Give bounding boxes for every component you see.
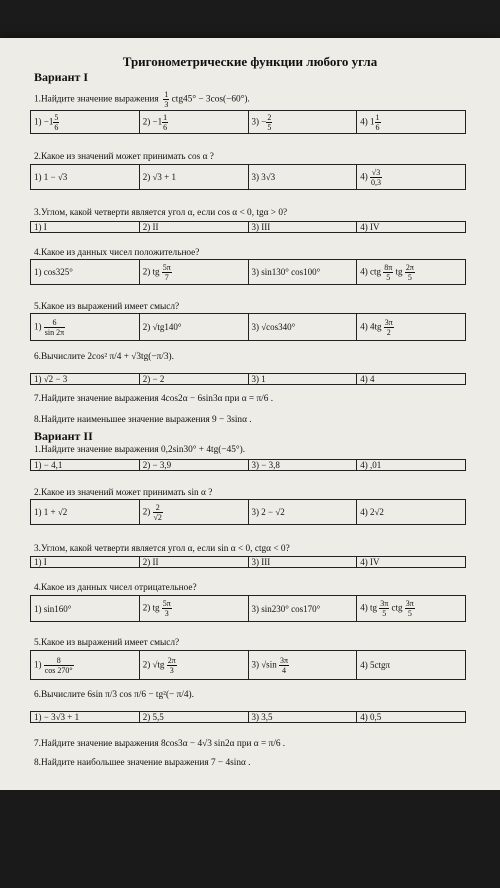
v1-q1-opt4[interactable]: 4) 1 $\frac{1}{6}$ bbox=[357, 111, 466, 134]
v1-q4-text: 4.Какое из данных чисел положительное? bbox=[34, 248, 200, 258]
v1-q6-text: 6.Вычислите 2cos² π/4 + √3tg(−π/3). bbox=[34, 352, 174, 362]
v2-q2-opt2[interactable]: 2) $\frac{2}{√2}$ bbox=[139, 500, 248, 525]
v1-q3-opt4[interactable]: 4) IV bbox=[357, 222, 466, 233]
v1-q2-opt2[interactable]: 2) √3 + 1 bbox=[139, 165, 248, 190]
v2-q5-opt1[interactable]: 1) $\frac{8}{\cos 270^\circ}$ bbox=[31, 651, 140, 680]
v1-q2-options bbox=[30, 164, 466, 190]
v2-q6-opt3[interactable]: 3) 3,5 bbox=[248, 712, 357, 723]
v1-q1-options bbox=[30, 110, 466, 134]
v1-q2-opt4[interactable]: 4) $\frac{√3}{0,3}$ bbox=[357, 165, 466, 190]
v2-q5-text: 5.Какое из выражений имеет смысл? bbox=[34, 638, 180, 648]
v2-q2-options bbox=[30, 499, 466, 525]
v1-q4-opt4[interactable]: 4) ctg $\frac{8\pi}{5}$ tg $\frac{2\pi}{5}$ bbox=[357, 260, 466, 285]
v1-q6-opt2[interactable]: 2) − 2 bbox=[139, 374, 248, 385]
v1-q2-opt1[interactable]: 1) 1 − √3 bbox=[31, 165, 140, 190]
v2-q2-opt3[interactable]: 3) 2 − √2 bbox=[248, 500, 357, 525]
v1-q3-opt3[interactable]: 3) III bbox=[248, 222, 357, 233]
v2-q6-text: 6.Вычислите 6sin π/3 cos π/6 − tg²(− π/4). bbox=[34, 690, 194, 700]
v1-q3-options bbox=[30, 221, 466, 233]
v2-q1-opt3[interactable]: 3) − 3,8 bbox=[248, 460, 357, 471]
v2-q3-text: 3.Углом, какой четверти является угол α, если sin α < 0, ctgα < 0? bbox=[34, 544, 290, 554]
v1-q1-text: 1.Найдите значение выражения $\frac{1}{3}$ ctg45° − 3cos(−60°). bbox=[34, 90, 250, 109]
v2-q5-opt2[interactable]: 2) √tg $\frac{2\pi}{3}$ bbox=[139, 651, 248, 680]
v1-q5-opt1[interactable]: 1) $\frac{6}{\sin 2\pi}$ bbox=[31, 314, 140, 341]
v2-q1-options bbox=[30, 459, 466, 471]
variant-1-heading: Вариант I bbox=[34, 70, 89, 84]
v2-q5-opt3[interactable]: 3) √sin $\frac{3\pi}{4}$ bbox=[248, 651, 357, 680]
v1-q4-opt2[interactable]: 2) tg $\frac{5\pi}{7}$ bbox=[139, 260, 248, 285]
v1-q4-opt1[interactable]: 1) cos325° bbox=[31, 260, 140, 285]
v1-q5-options bbox=[30, 313, 466, 341]
v1-q6-options bbox=[30, 373, 466, 385]
v1-q2-text: 2.Какое из значений может принимать cos α ? bbox=[34, 152, 214, 162]
v1-q1-opt1[interactable]: 1) −1 $\frac{5}{6}$ bbox=[31, 111, 140, 134]
v1-q2-opt3[interactable]: 3) 3√3 bbox=[248, 165, 357, 190]
variant-2-heading: Вариант II bbox=[34, 429, 93, 443]
v2-q3-opt4[interactable]: 4) IV bbox=[357, 557, 466, 568]
v2-q4-opt4[interactable]: 4) tg $\frac{3\pi}{5}$ ctg $\frac{3\pi}{5}$ bbox=[357, 596, 466, 622]
v1-q8-text: 8.Найдите наименьшее значение выражения 9 − 3sinα . bbox=[34, 415, 252, 425]
v2-q4-text: 4.Какое из данных чисел отрицательное? bbox=[34, 583, 197, 593]
v2-q2-opt1[interactable]: 1) 1 + √2 bbox=[31, 500, 140, 525]
v2-q1-opt2[interactable]: 2) − 3,9 bbox=[139, 460, 248, 471]
v2-q2-text: 2.Какое из значений может принимать sin α ? bbox=[34, 488, 213, 498]
worksheet-paper bbox=[0, 38, 500, 790]
v1-q5-opt3[interactable]: 3) √cos340° bbox=[248, 314, 357, 341]
v1-q5-opt4[interactable]: 4) 4tg $\frac{3\pi}{2}$ bbox=[357, 314, 466, 341]
v1-q1-opt2[interactable]: 2) −1 $\frac{1}{6}$ bbox=[139, 111, 248, 134]
background-surface bbox=[0, 790, 500, 888]
v2-q3-opt1[interactable]: 1) I bbox=[31, 557, 140, 568]
v2-q4-opt1[interactable]: 1) sin160° bbox=[31, 596, 140, 622]
v2-q5-opt4[interactable]: 4) 5ctgπ bbox=[357, 651, 466, 680]
v2-q6-opt1[interactable]: 1) − 3√3 + 1 bbox=[31, 712, 140, 723]
v1-q1-opt3[interactable]: 3) − $\frac{2}{5}$ bbox=[248, 111, 357, 134]
v2-q1-text: 1.Найдите значение выражения 0,2sin30° + 4tg(−45°). bbox=[34, 445, 246, 455]
v2-q3-options bbox=[30, 556, 466, 568]
v1-q3-opt1[interactable]: 1) I bbox=[31, 222, 140, 233]
v1-q3-text: 3.Углом, какой четверти является угол α, если cos α < 0, tgα > 0? bbox=[34, 208, 288, 218]
v2-q4-options bbox=[30, 595, 466, 622]
v1-q6-opt1[interactable]: 1) √2 − 3 bbox=[31, 374, 140, 385]
v2-q2-opt4[interactable]: 4) 2√2 bbox=[357, 500, 466, 525]
v2-q6-options bbox=[30, 711, 466, 723]
v2-q6-opt2[interactable]: 2) 5,5 bbox=[139, 712, 248, 723]
v1-q4-opt3[interactable]: 3) sin130° cos100° bbox=[248, 260, 357, 285]
page-title: Тригонометрические функции любого угла bbox=[122, 54, 378, 69]
v1-q5-opt2[interactable]: 2) √tg140° bbox=[139, 314, 248, 341]
v2-q8-text: 8.Найдите наибольшее значение выражения 7 − 4sinα . bbox=[34, 758, 251, 768]
v1-q3-opt2[interactable]: 2) II bbox=[139, 222, 248, 233]
v2-q3-opt3[interactable]: 3) III bbox=[248, 557, 357, 568]
v1-q7-text: 7.Найдите значение выражения 4cos2α − 6sin3α при α = π/6 . bbox=[34, 394, 274, 404]
v2-q4-opt2[interactable]: 2) tg $\frac{5\pi}{3}$ bbox=[139, 596, 248, 622]
v1-q4-options bbox=[30, 259, 466, 285]
v1-q1-coef: $\frac{1}{3}$ bbox=[164, 90, 169, 109]
v1-q6-opt3[interactable]: 3) 1 bbox=[248, 374, 357, 385]
v2-q1-opt4[interactable]: 4) ,01 bbox=[357, 460, 466, 471]
v1-q5-text: 5.Какое из выражений имеет смысл? bbox=[34, 302, 180, 312]
v2-q7-text: 7.Найдите значение выражения 8cos3α − 4√3 sin2α при α = π/6 . bbox=[34, 739, 286, 749]
v2-q6-opt4[interactable]: 4) 0,5 bbox=[357, 712, 466, 723]
v2-q1-opt1[interactable]: 1) − 4,1 bbox=[31, 460, 140, 471]
v2-q5-options bbox=[30, 650, 466, 680]
v2-q4-opt3[interactable]: 3) sin230° cos170° bbox=[248, 596, 357, 622]
v2-q3-opt2[interactable]: 2) II bbox=[139, 557, 248, 568]
v1-q6-opt4[interactable]: 4) 4 bbox=[357, 374, 466, 385]
